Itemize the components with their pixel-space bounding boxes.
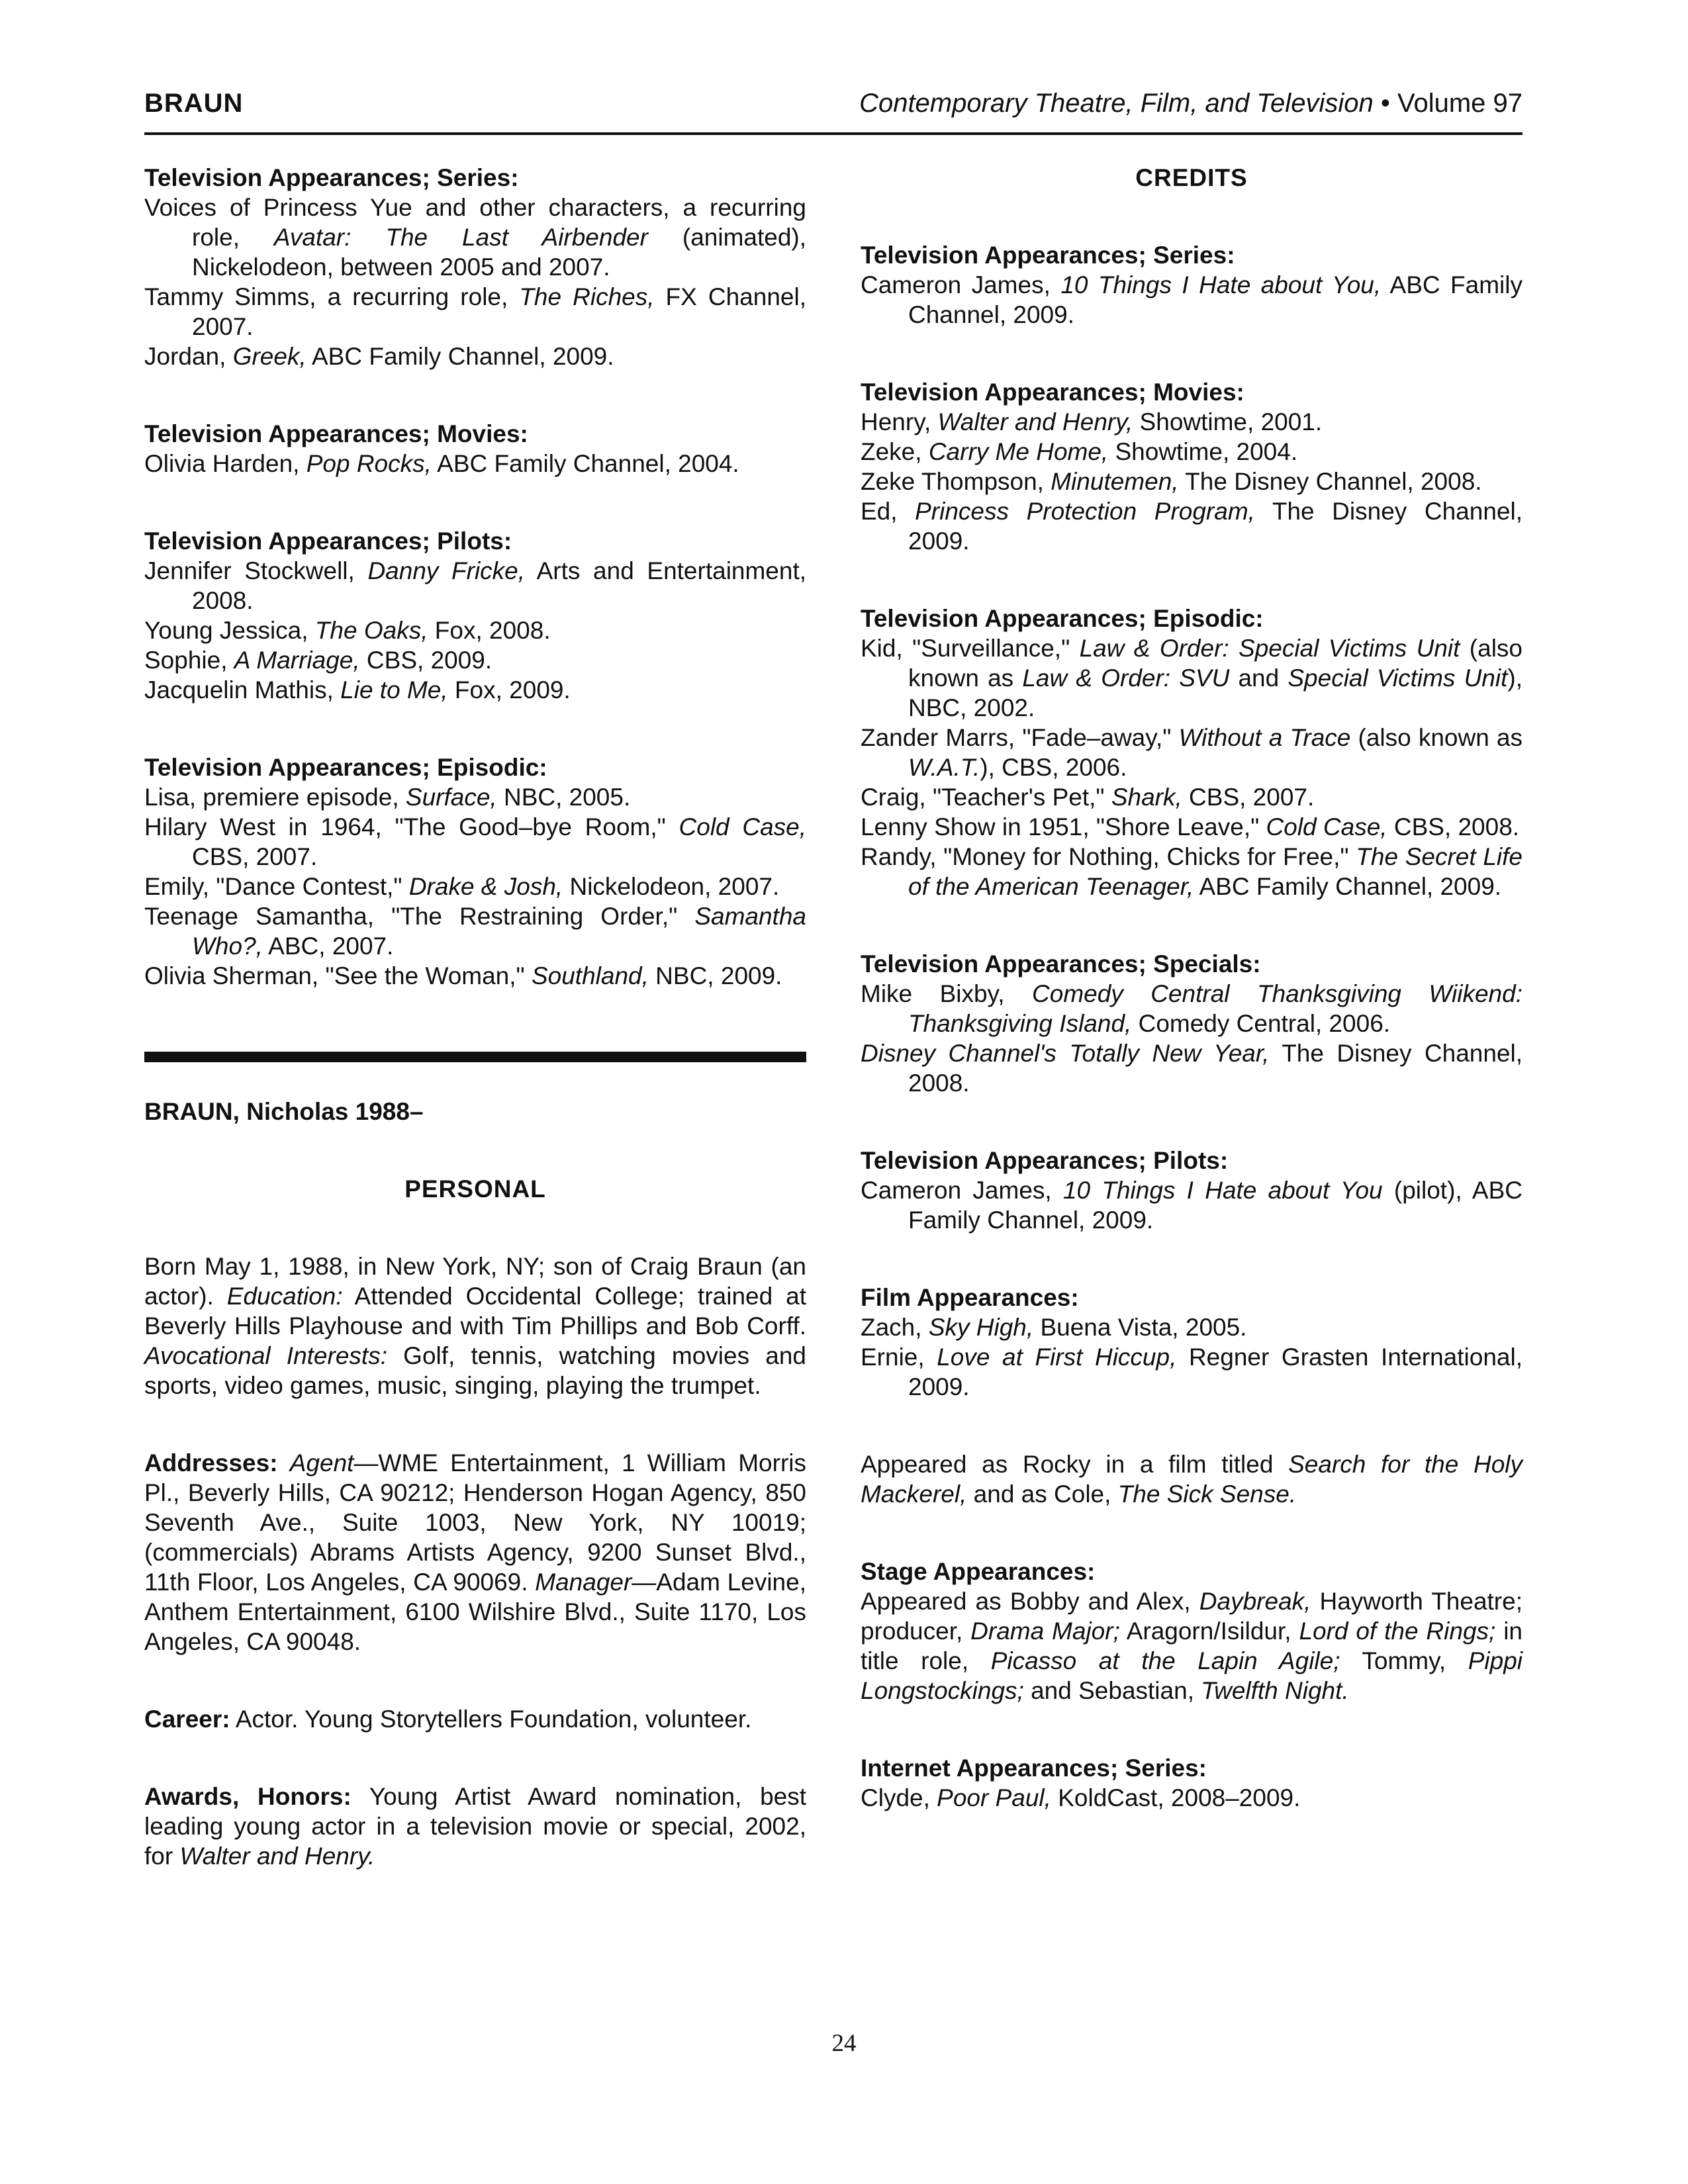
credit-entry: Henry, Walter and Henry, Showtime, 2001. [861, 408, 1323, 435]
running-header [144, 85, 1523, 135]
credit-entry: Sophie, A Marriage, CBS, 2009. [144, 647, 492, 674]
personal-paragraph: Born May 1, 1988, in New York, NY; son of Craig Braun (an actor). Education: Attended Occidental College; trained at Beverly Hills Playhouse and with Tim Phillips and Bob Corff. Avocational Interests: Golf, tennis, watching movies and sports, video games, music, singing, playing the trumpet. [144, 1253, 806, 1399]
career-paragraph: Career: Actor. Young Storytellers Foundation, volunteer. [144, 1706, 752, 1733]
credit-entry: Ed, Princess Protection Program, The Disney Channel, 2009. [861, 498, 1523, 555]
credit-entry: Cameron James, 10 Things I Hate about You (pilot), ABC Family Channel, 2009. [861, 1177, 1523, 1234]
credit-entry: Clyde, Poor Paul, KoldCast, 2008–2009. [861, 1784, 1301, 1811]
credit-entry: Zeke, Carry Me Home, Showtime, 2004. [861, 438, 1298, 465]
section-internet [861, 1753, 1523, 1813]
credit-entry: Teenage Samantha, "The Restraining Order," Samantha Who?, ABC, 2007. [144, 903, 806, 960]
section-heading: Television Appearances; Pilots: [144, 527, 512, 555]
section-tv-movies-left [144, 419, 806, 478]
section-tv-episodic-left [144, 752, 806, 991]
credit-entry: Disney Channel's Totally New Year, The Disney Channel, 2008. [861, 1040, 1523, 1097]
section-career [144, 1704, 806, 1734]
section-addresses [144, 1448, 806, 1657]
section-tv-series-left [144, 163, 806, 371]
section-awards [144, 1782, 806, 1871]
section-credits [861, 163, 1523, 193]
credit-entry: Jacquelin Mathis, Lie to Me, Fox, 2009. [144, 676, 571, 704]
section-film-note [861, 1449, 1523, 1509]
section-tv-movies-right [861, 377, 1523, 556]
credit-entry: Lisa, premiere episode, Surface, NBC, 2005. [144, 784, 631, 811]
section-stage [861, 1557, 1523, 1706]
section-heading: Television Appearances; Series: [144, 164, 519, 191]
credit-entry: Zander Marrs, "Fade–away," Without a Trace (also known as W.A.T.), CBS, 2006. [861, 724, 1523, 781]
stage-paragraph: Appeared as Bobby and Alex, Daybreak, Hayworth Theatre; producer, Drama Major; Aragorn/Isildur, Lord of the Rings; in title role, Picasso at the Lapin Agile; Tommy, Pippi Longstockings; and Sebastian, Twelfth Night. [861, 1588, 1523, 1704]
credit-entry: Tammy Simms, a recurring role, The Riches, FX Channel, 2007. [144, 283, 806, 340]
left-column [144, 163, 806, 1871]
section-heading: Television Appearances; Movies: [144, 420, 528, 447]
credit-entry: Ernie, Love at First Hiccup, Regner Grasten International, 2009. [861, 1343, 1523, 1400]
section-film [861, 1283, 1523, 1402]
section-tv-specials [861, 949, 1523, 1098]
credit-entry: Young Jessica, The Oaks, Fox, 2008. [144, 617, 551, 644]
credit-entry: Emily, "Dance Contest," Drake & Josh, Nickelodeon, 2007. [144, 873, 780, 900]
section-heading: Television Appearances; Episodic: [144, 754, 547, 781]
section-tv-pilots-right [861, 1146, 1523, 1235]
credit-entry: Lenny Show in 1951, "Shore Leave," Cold Case, CBS, 2008. [861, 813, 1520, 841]
right-column [861, 163, 1523, 1813]
credit-entry: Hilary West in 1964, "The Good–bye Room," Cold Case, CBS, 2007. [144, 813, 807, 870]
credit-entry: Cameron James, 10 Things I Hate about You, ABC Family Channel, 2009. [861, 271, 1523, 328]
credit-entry: Olivia Harden, Pop Rocks, ABC Family Channel, 2004. [144, 450, 739, 477]
credit-entry: Randy, "Money for Nothing, Chicks for Free," The Secret Life of the American Teenager, ABC Family Channel, 2009. [861, 843, 1523, 900]
film-note-paragraph: Appeared as Rocky in a film titled Search for the Holy Mackerel, and as Cole, The Sick Sense. [861, 1451, 1523, 1508]
awards-paragraph: Awards, Honors: Young Artist Award nomination, best leading young actor in a television movie or special, 2002, for Walter and Henry. [144, 1783, 807, 1870]
entry-divider-rule [144, 1052, 806, 1062]
credit-entry: Kid, "Surveillance," Law & Order: Special Victims Unit (also known as Law & Order: SVU and Special Victims Unit), NBC, 2002. [861, 635, 1523, 721]
header-book-title: Contemporary Theatre, Film, and Television [859, 89, 1374, 118]
entry-title: BRAUN, Nicholas 1988– [144, 1098, 424, 1125]
section-heading: Television Appearances; Episodic: [861, 605, 1264, 632]
section-personal [144, 1174, 806, 1204]
header-volume: Volume 97 [1397, 89, 1523, 118]
section-tv-pilots-left [144, 526, 806, 705]
page-number: 24 [831, 2030, 857, 2057]
section-heading: Stage Appearances: [861, 1558, 1096, 1585]
credit-entry: Zach, Sky High, Buena Vista, 2005. [861, 1314, 1247, 1341]
header-bullet: • [1380, 89, 1390, 118]
section-tv-series-right [861, 240, 1523, 330]
addresses-paragraph: Addresses: Agent—WME Entertainment, 1 William Morris Pl., Beverly Hills, CA 90212; Henderson Hogan Agency, 850 Seventh Ave., Suite 1003, New York, NY 10019; (commercials) Abrams Artists Agency, 9200 Sunset Blvd., 11th Floor, Los Angeles, CA 90069. Manager—Adam Levine, Anthem Entertainment, 6100 Wilshire Blvd., Suite 1170, Los Angeles, CA 90048. [144, 1449, 806, 1655]
header-surname: BRAUN [144, 89, 244, 118]
credits-heading: CREDITS [1135, 164, 1248, 191]
section-personal-body [144, 1251, 806, 1400]
credit-entry: Jordan, Greek, ABC Family Channel, 2009. [144, 343, 614, 370]
section-heading: Television Appearances; Pilots: [861, 1147, 1229, 1174]
credit-entry: Voices of Princess Yue and other characters, a recurring role, Avatar: The Last Airbender (animated), Nickelodeon, between 2005 and 2007. [144, 194, 806, 281]
credit-entry: Jennifer Stockwell, Danny Fricke, Arts and Entertainment, 2008. [144, 557, 807, 614]
credit-entry: Olivia Sherman, "See the Woman," Southland, NBC, 2009. [144, 962, 782, 989]
credit-entry: Zeke Thompson, Minutemen, The Disney Channel, 2008. [861, 468, 1482, 495]
section-heading: Television Appearances; Specials: [861, 950, 1261, 978]
section-heading: Film Appearances: [861, 1284, 1079, 1311]
section-heading: Television Appearances; Movies: [861, 379, 1244, 406]
section-heading: Television Appearances; Series: [861, 242, 1235, 269]
personal-heading: PERSONAL [404, 1175, 546, 1203]
section-tv-episodic-right [861, 604, 1523, 901]
header-publication [859, 89, 1523, 118]
credit-entry: Craig, "Teacher's Pet," Shark, CBS, 2007. [861, 784, 1315, 811]
credit-entry: Mike Bixby, Comedy Central Thanksgiving Wiikend: Thanksgiving Island, Comedy Central, 2006. [861, 980, 1523, 1037]
section-heading: Internet Appearances; Series: [861, 1754, 1207, 1782]
